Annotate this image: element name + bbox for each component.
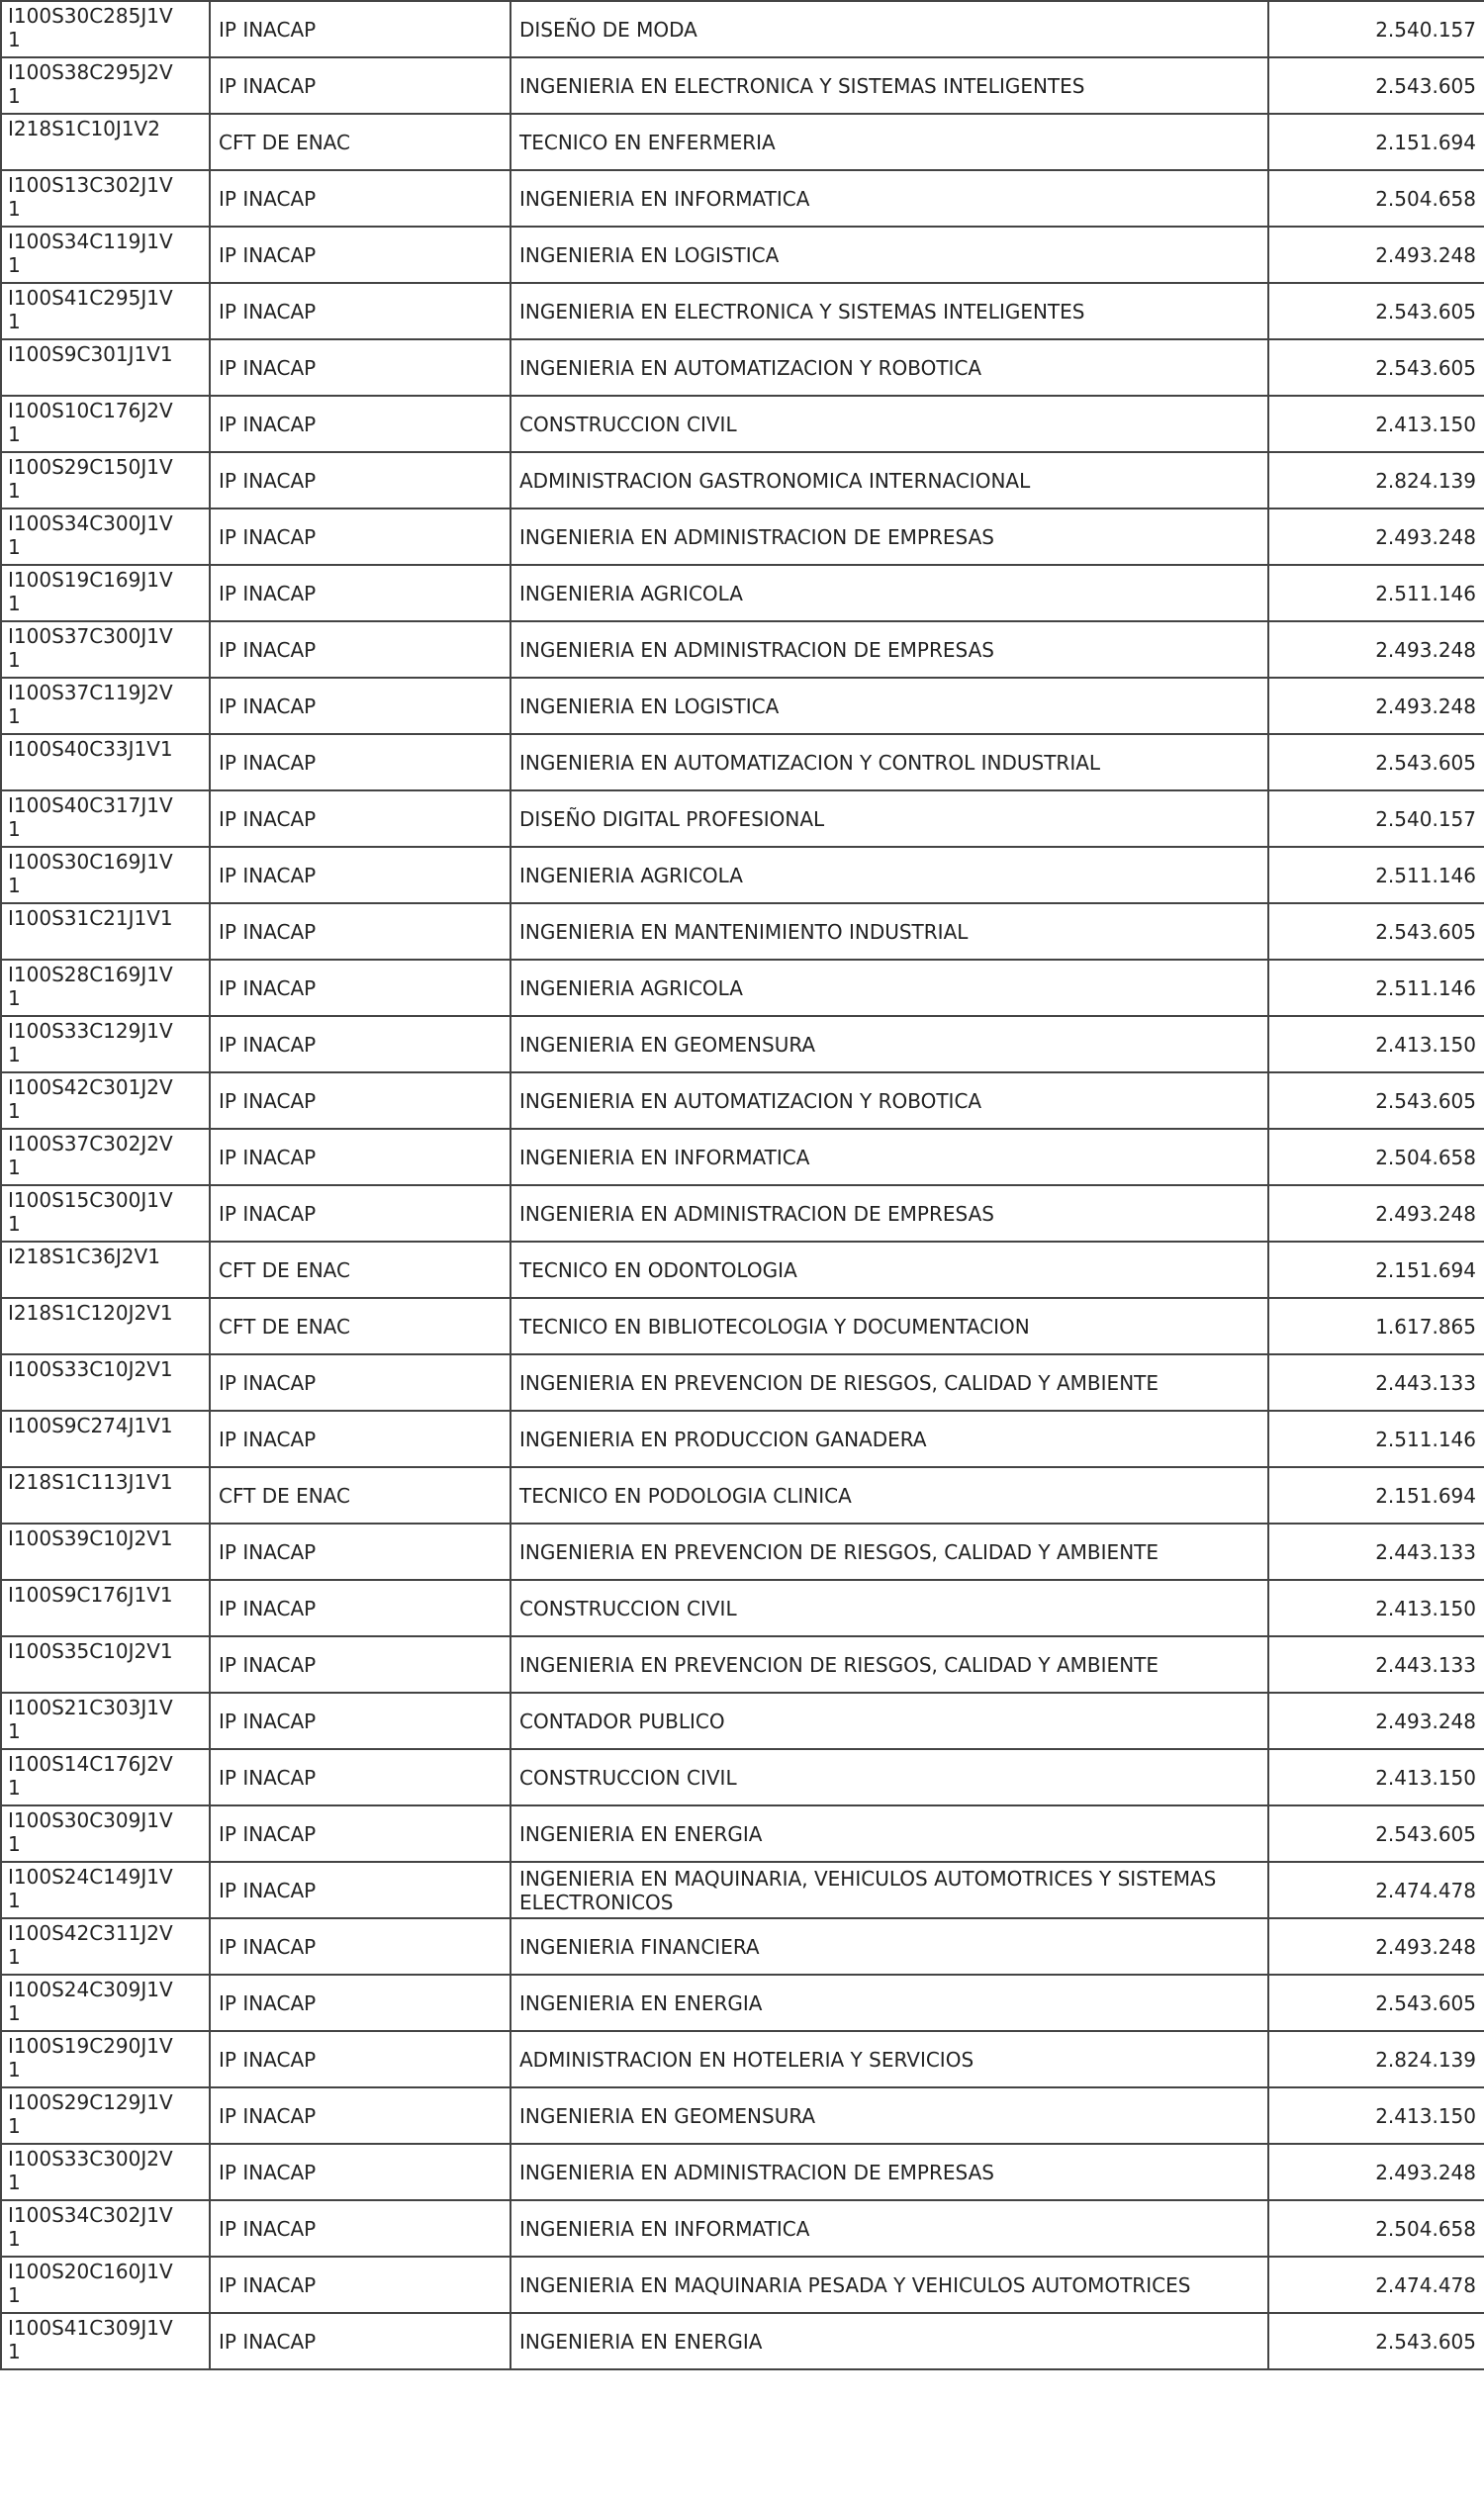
- amount-cell: 2.504.658: [1268, 170, 1484, 227]
- program-name-cell: INGENIERIA EN AUTOMATIZACION Y ROBOTICA: [510, 339, 1268, 396]
- table-row: [1, 1467, 1484, 1524]
- table-row: [1, 621, 1484, 678]
- amount-cell: 2.443.133: [1268, 1354, 1484, 1411]
- amount-cell: 2.413.150: [1268, 1016, 1484, 1072]
- amount-cell: 2.543.605: [1268, 283, 1484, 339]
- table-row: [1, 960, 1484, 1016]
- amount-cell: 2.543.605: [1268, 339, 1484, 396]
- institution-cell: IP INACAP: [210, 565, 510, 621]
- institution-cell: IP INACAP: [210, 678, 510, 734]
- table-row: [1, 114, 1484, 170]
- institution-cell: IP INACAP: [210, 960, 510, 1016]
- program-name-cell: INGENIERIA EN ADMINISTRACION DE EMPRESAS: [510, 509, 1268, 565]
- table-row: [1, 227, 1484, 283]
- program-name-cell: ADMINISTRACION EN HOTELERIA Y SERVICIOS: [510, 2031, 1268, 2087]
- institution-cell: IP INACAP: [210, 2257, 510, 2313]
- institution-cell: IP INACAP: [210, 2200, 510, 2257]
- program-name-cell: INGENIERIA EN MAQUINARIA, VEHICULOS AUTOMOTRICES Y SISTEMAS ELECTRONICOS: [510, 1862, 1268, 1918]
- program-name-cell: CONSTRUCCION CIVIL: [510, 396, 1268, 452]
- table-row: [1, 2313, 1484, 2369]
- program-code-cell: I100S40C317J1V1: [1, 790, 210, 847]
- institution-cell: IP INACAP: [210, 509, 510, 565]
- program-code-cell: I100S9C176J1V1: [1, 1580, 210, 1636]
- table-row: [1, 2200, 1484, 2257]
- institution-cell: IP INACAP: [210, 396, 510, 452]
- program-name-cell: INGENIERIA EN LOGISTICA: [510, 678, 1268, 734]
- program-name-cell: CONTADOR PUBLICO: [510, 1693, 1268, 1749]
- program-code-cell: I100S33C10J2V1: [1, 1354, 210, 1411]
- amount-cell: 2.511.146: [1268, 565, 1484, 621]
- program-name-cell: INGENIERIA EN GEOMENSURA: [510, 1016, 1268, 1072]
- program-name-cell: TECNICO EN BIBLIOTECOLOGIA Y DOCUMENTACION: [510, 1298, 1268, 1354]
- program-name-cell: TECNICO EN ENFERMERIA: [510, 114, 1268, 170]
- amount-cell: 2.493.248: [1268, 2144, 1484, 2200]
- institution-cell: IP INACAP: [210, 1918, 510, 1975]
- program-name-cell: TECNICO EN ODONTOLOGIA: [510, 1242, 1268, 1298]
- amount-cell: 2.504.658: [1268, 2200, 1484, 2257]
- program-code-cell: I100S37C119J2V1: [1, 678, 210, 734]
- amount-cell: 2.511.146: [1268, 1411, 1484, 1467]
- program-code-cell: I100S9C301J1V1: [1, 339, 210, 396]
- program-name-cell: INGENIERIA AGRICOLA: [510, 565, 1268, 621]
- program-name-cell: INGENIERIA AGRICOLA: [510, 960, 1268, 1016]
- program-code-cell: I100S30C309J1V1: [1, 1805, 210, 1862]
- amount-cell: 2.543.605: [1268, 734, 1484, 790]
- program-name-cell: ADMINISTRACION GASTRONOMICA INTERNACIONAL: [510, 452, 1268, 509]
- table-row: [1, 283, 1484, 339]
- program-code-cell: I218S1C113J1V1: [1, 1467, 210, 1524]
- table-row: [1, 2031, 1484, 2087]
- table-row: [1, 1636, 1484, 1693]
- amount-cell: 2.413.150: [1268, 1749, 1484, 1805]
- program-name-cell: INGENIERIA EN ELECTRONICA Y SISTEMAS INTELIGENTES: [510, 57, 1268, 114]
- institution-cell: CFT DE ENAC: [210, 114, 510, 170]
- institution-cell: IP INACAP: [210, 283, 510, 339]
- institution-cell: IP INACAP: [210, 1975, 510, 2031]
- program-name-cell: INGENIERIA EN INFORMATICA: [510, 1129, 1268, 1185]
- table-row: [1, 339, 1484, 396]
- table-row: [1, 1862, 1484, 1918]
- institution-cell: IP INACAP: [210, 847, 510, 903]
- institution-cell: IP INACAP: [210, 1636, 510, 1693]
- table-row: [1, 1918, 1484, 1975]
- table-row: [1, 2144, 1484, 2200]
- program-code-cell: I100S39C10J2V1: [1, 1524, 210, 1580]
- table-row: [1, 1524, 1484, 1580]
- table-row: [1, 1016, 1484, 1072]
- institution-cell: IP INACAP: [210, 339, 510, 396]
- program-name-cell: INGENIERIA EN AUTOMATIZACION Y CONTROL INDUSTRIAL: [510, 734, 1268, 790]
- institution-cell: CFT DE ENAC: [210, 1242, 510, 1298]
- amount-cell: 2.413.150: [1268, 396, 1484, 452]
- institution-cell: CFT DE ENAC: [210, 1467, 510, 1524]
- institution-cell: IP INACAP: [210, 1072, 510, 1129]
- amount-cell: 2.543.605: [1268, 2313, 1484, 2369]
- table-row: [1, 1185, 1484, 1242]
- program-code-cell: I100S19C290J1V1: [1, 2031, 210, 2087]
- program-name-cell: TECNICO EN PODOLOGIA CLINICA: [510, 1467, 1268, 1524]
- amount-cell: 2.151.694: [1268, 1467, 1484, 1524]
- amount-cell: 2.474.478: [1268, 2257, 1484, 2313]
- table-row: [1, 790, 1484, 847]
- program-code-cell: I218S1C120J2V1: [1, 1298, 210, 1354]
- amount-cell: 2.493.248: [1268, 678, 1484, 734]
- table-row: [1, 1975, 1484, 2031]
- amount-cell: 2.824.139: [1268, 452, 1484, 509]
- amount-cell: 2.540.157: [1268, 1, 1484, 57]
- program-name-cell: INGENIERIA EN MAQUINARIA PESADA Y VEHICULOS AUTOMOTRICES: [510, 2257, 1268, 2313]
- table-row: [1, 847, 1484, 903]
- program-code-cell: I100S20C160J1V1: [1, 2257, 210, 2313]
- amount-cell: 2.543.605: [1268, 903, 1484, 960]
- table-row: [1, 734, 1484, 790]
- amount-cell: 2.504.658: [1268, 1129, 1484, 1185]
- amount-cell: 2.543.605: [1268, 1072, 1484, 1129]
- institution-cell: IP INACAP: [210, 1862, 510, 1918]
- table-row: [1, 1242, 1484, 1298]
- table-row: [1, 1749, 1484, 1805]
- institution-cell: IP INACAP: [210, 1805, 510, 1862]
- table-row: [1, 1072, 1484, 1129]
- institution-cell: IP INACAP: [210, 452, 510, 509]
- program-code-cell: I100S30C169J1V1: [1, 847, 210, 903]
- table-row: [1, 2257, 1484, 2313]
- program-code-cell: I218S1C10J1V2: [1, 114, 210, 170]
- institution-cell: IP INACAP: [210, 621, 510, 678]
- institution-cell: IP INACAP: [210, 1580, 510, 1636]
- amount-cell: 2.511.146: [1268, 960, 1484, 1016]
- program-name-cell: INGENIERIA EN ADMINISTRACION DE EMPRESAS: [510, 1185, 1268, 1242]
- program-name-cell: INGENIERIA EN INFORMATICA: [510, 2200, 1268, 2257]
- institution-cell: IP INACAP: [210, 1749, 510, 1805]
- amount-cell: 2.493.248: [1268, 1185, 1484, 1242]
- amount-cell: 2.543.605: [1268, 1975, 1484, 2031]
- program-code-cell: I100S29C129J1V1: [1, 2087, 210, 2144]
- program-name-cell: INGENIERIA EN ENERGIA: [510, 2313, 1268, 2369]
- institution-cell: IP INACAP: [210, 1016, 510, 1072]
- program-code-cell: I100S34C119J1V1: [1, 227, 210, 283]
- table-row: [1, 678, 1484, 734]
- program-code-cell: I100S21C303J1V1: [1, 1693, 210, 1749]
- institution-cell: IP INACAP: [210, 790, 510, 847]
- program-name-cell: INGENIERIA EN ADMINISTRACION DE EMPRESAS: [510, 621, 1268, 678]
- amount-cell: 2.474.478: [1268, 1862, 1484, 1918]
- amount-cell: 2.151.694: [1268, 114, 1484, 170]
- institution-cell: IP INACAP: [210, 1, 510, 57]
- program-name-cell: INGENIERIA EN ELECTRONICA Y SISTEMAS INTELIGENTES: [510, 283, 1268, 339]
- table-row: [1, 1298, 1484, 1354]
- institution-cell: IP INACAP: [210, 1129, 510, 1185]
- program-name-cell: INGENIERIA EN PREVENCION DE RIESGOS, CALIDAD Y AMBIENTE: [510, 1636, 1268, 1693]
- table-row: [1, 1805, 1484, 1862]
- program-code-cell: I100S24C309J1V1: [1, 1975, 210, 2031]
- institution-cell: IP INACAP: [210, 227, 510, 283]
- program-name-cell: INGENIERIA EN MANTENIMIENTO INDUSTRIAL: [510, 903, 1268, 960]
- amount-cell: 2.511.146: [1268, 847, 1484, 903]
- amount-cell: 2.493.248: [1268, 621, 1484, 678]
- institution-cell: IP INACAP: [210, 1411, 510, 1467]
- institution-cell: IP INACAP: [210, 1354, 510, 1411]
- program-code-cell: I100S24C149J1V1: [1, 1862, 210, 1918]
- program-name-cell: INGENIERIA EN GEOMENSURA: [510, 2087, 1268, 2144]
- program-name-cell: INGENIERIA FINANCIERA: [510, 1918, 1268, 1975]
- amount-cell: 2.493.248: [1268, 509, 1484, 565]
- program-code-cell: I100S33C300J2V1: [1, 2144, 210, 2200]
- amount-cell: 1.617.865: [1268, 1298, 1484, 1354]
- institution-cell: IP INACAP: [210, 1693, 510, 1749]
- program-name-cell: CONSTRUCCION CIVIL: [510, 1749, 1268, 1805]
- table-row: [1, 1411, 1484, 1467]
- program-code-cell: I100S30C285J1V1: [1, 1, 210, 57]
- program-code-cell: I100S9C274J1V1: [1, 1411, 210, 1467]
- program-code-cell: I100S41C295J1V1: [1, 283, 210, 339]
- program-name-cell: INGENIERIA EN PREVENCION DE RIESGOS, CALIDAD Y AMBIENTE: [510, 1524, 1268, 1580]
- program-name-cell: DISEÑO DE MODA: [510, 1, 1268, 57]
- program-name-cell: DISEÑO DIGITAL PROFESIONAL: [510, 790, 1268, 847]
- program-name-cell: INGENIERIA EN PREVENCION DE RIESGOS, CALIDAD Y AMBIENTE: [510, 1354, 1268, 1411]
- program-code-cell: I100S29C150J1V1: [1, 452, 210, 509]
- program-code-cell: I100S15C300J1V1: [1, 1185, 210, 1242]
- institution-cell: IP INACAP: [210, 2031, 510, 2087]
- table-row: [1, 903, 1484, 960]
- program-name-cell: INGENIERIA EN INFORMATICA: [510, 170, 1268, 227]
- amount-cell: 2.413.150: [1268, 1580, 1484, 1636]
- program-code-cell: I218S1C36J2V1: [1, 1242, 210, 1298]
- program-name-cell: INGENIERIA EN AUTOMATIZACION Y ROBOTICA: [510, 1072, 1268, 1129]
- institution-cell: IP INACAP: [210, 1185, 510, 1242]
- table-row: [1, 1580, 1484, 1636]
- program-code-cell: I100S31C21J1V1: [1, 903, 210, 960]
- table-row: [1, 1354, 1484, 1411]
- table-row: [1, 2087, 1484, 2144]
- table-row: [1, 1129, 1484, 1185]
- program-name-cell: CONSTRUCCION CIVIL: [510, 1580, 1268, 1636]
- program-code-cell: I100S35C10J2V1: [1, 1636, 210, 1693]
- program-name-cell: INGENIERIA EN LOGISTICA: [510, 227, 1268, 283]
- program-code-cell: I100S42C311J2V1: [1, 1918, 210, 1975]
- amount-cell: 2.443.133: [1268, 1636, 1484, 1693]
- program-code-cell: I100S37C300J1V1: [1, 621, 210, 678]
- table-row: [1, 565, 1484, 621]
- amount-cell: 2.540.157: [1268, 790, 1484, 847]
- institution-cell: CFT DE ENAC: [210, 1298, 510, 1354]
- institution-cell: IP INACAP: [210, 2313, 510, 2369]
- program-code-cell: I100S28C169J1V1: [1, 960, 210, 1016]
- table-row: [1, 452, 1484, 509]
- program-name-cell: INGENIERIA EN PRODUCCION GANADERA: [510, 1411, 1268, 1467]
- amount-cell: 2.824.139: [1268, 2031, 1484, 2087]
- table-row: [1, 170, 1484, 227]
- program-name-cell: INGENIERIA AGRICOLA: [510, 847, 1268, 903]
- institution-cell: IP INACAP: [210, 734, 510, 790]
- program-code-cell: I100S33C129J1V1: [1, 1016, 210, 1072]
- amount-cell: 2.413.150: [1268, 2087, 1484, 2144]
- amount-cell: 2.151.694: [1268, 1242, 1484, 1298]
- institution-cell: IP INACAP: [210, 2087, 510, 2144]
- institution-cell: IP INACAP: [210, 903, 510, 960]
- program-code-cell: I100S41C309J1V1: [1, 2313, 210, 2369]
- program-code-cell: I100S10C176J2V1: [1, 396, 210, 452]
- institution-cell: IP INACAP: [210, 170, 510, 227]
- table-row: [1, 396, 1484, 452]
- program-code-cell: I100S19C169J1V1: [1, 565, 210, 621]
- institution-cell: IP INACAP: [210, 57, 510, 114]
- institution-cell: IP INACAP: [210, 1524, 510, 1580]
- program-code-cell: I100S34C302J1V1: [1, 2200, 210, 2257]
- program-code-cell: I100S42C301J2V1: [1, 1072, 210, 1129]
- amount-cell: 2.493.248: [1268, 227, 1484, 283]
- amount-cell: 2.443.133: [1268, 1524, 1484, 1580]
- program-name-cell: INGENIERIA EN ENERGIA: [510, 1975, 1268, 2031]
- program-code-cell: I100S37C302J2V1: [1, 1129, 210, 1185]
- table-row: [1, 1693, 1484, 1749]
- program-code-cell: I100S13C302J1V1: [1, 170, 210, 227]
- program-code-cell: I100S38C295J2V1: [1, 57, 210, 114]
- program-code-cell: I100S34C300J1V1: [1, 509, 210, 565]
- amount-cell: 2.543.605: [1268, 57, 1484, 114]
- program-name-cell: INGENIERIA EN ENERGIA: [510, 1805, 1268, 1862]
- program-code-cell: I100S40C33J1V1: [1, 734, 210, 790]
- table-row: [1, 1, 1484, 57]
- program-name-cell: INGENIERIA EN ADMINISTRACION DE EMPRESAS: [510, 2144, 1268, 2200]
- program-code-cell: I100S14C176J2V1: [1, 1749, 210, 1805]
- table-row: [1, 57, 1484, 114]
- amount-cell: 2.543.605: [1268, 1805, 1484, 1862]
- table-row: [1, 509, 1484, 565]
- amount-cell: 2.493.248: [1268, 1918, 1484, 1975]
- institution-cell: IP INACAP: [210, 2144, 510, 2200]
- amount-cell: 2.493.248: [1268, 1693, 1484, 1749]
